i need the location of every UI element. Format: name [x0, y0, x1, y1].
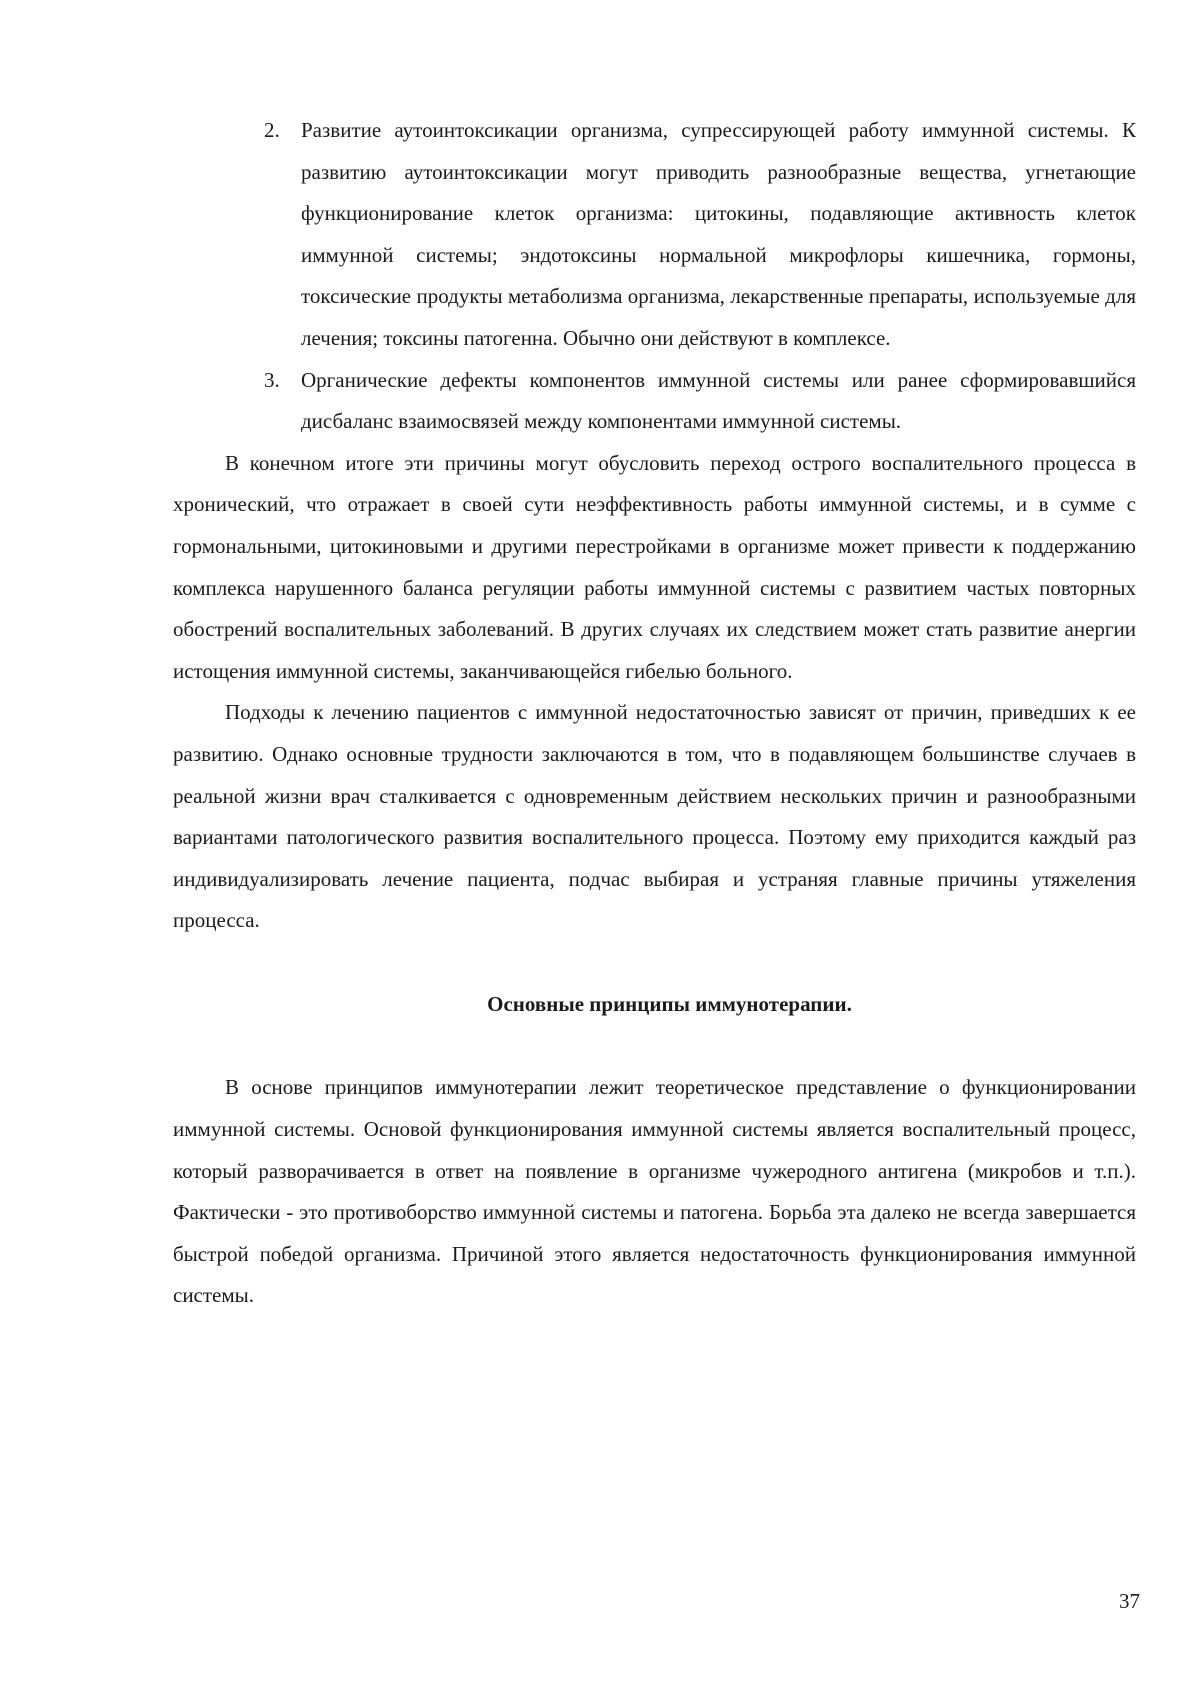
body-paragraph: Подходы к лечению пациентов с иммунной недостаточностью зависят от причин, приведших к ее развитию. Однако основные трудности заключаются в том, что в подавляющем большинстве случаев в реальной жизни врач сталкивается с одновременным действием нескольких причин и разнообразными вариантами патологического развития воспалительного процесса. Поэтому ему приходится каждый раз индивидуализировать лечение пациента, подчас выбирая и устраняя главные причины утяжеления процесса.	[173, 700, 1136, 933]
section-heading: Основные принципы иммунотерапии.	[487, 991, 852, 1016]
list-item-number: 2.	[264, 118, 280, 142]
list-item	[173, 110, 1136, 360]
list-item	[173, 360, 1136, 443]
list-item-number: 3.	[264, 367, 280, 392]
page-content	[173, 110, 1136, 1317]
page-number: 37	[1119, 1589, 1140, 1613]
body-paragraph: В основе принципов иммунотерапии лежит теоретическое представление о функционировании иммунной системы. Основой функционирования иммунной системы является воспалительный процесс, который разворачивается в ответ на появление в организме чужеродного антигена (микробов и т.п.). Фактически - это противоборство иммунной системы и патогена. Борьба эта далеко не всегда завершается быстрой победой организма. Причиной этого является недостаточность функционирования иммунной системы.	[173, 1075, 1136, 1308]
list-item-text: Органические дефекты компонентов иммунной системы или ранее сформировавшийся дисбаланс взаимосвязей между компонентами иммунной системы.	[301, 367, 1136, 434]
numbered-list	[173, 110, 1136, 443]
body-paragraph: В конечном итоге эти причины могут обусловить переход острого воспалительного процесса в хронический, что отражает в своей сути неэффективность работы иммунной системы, и в сумме с гормональными, цитокиновыми и другими перестройками в организме может привести к поддержанию комплекса нарушенного баланса регуляции работы иммунной системы с развитием частых повторных обострений воспалительных заболеваний. В других случаях их следствием может стать развитие анергии истощения иммунной системы, заканчивающейся гибелью больного.	[173, 450, 1136, 683]
list-item-text: Развитие аутоинтоксикации организма, супрессирующей работу иммунной системы. К развитию аутоинтоксикации могут приводить разнообразные вещества, угнетающие функционирование клеток организма: цитокины, подавляющие активность клеток иммунной системы; эндотоксины нормальной микрофлоры кишечника, гормоны, токсические продукты метаболизма организма, лекарственные препараты, используемые для лечения; токсины патогенна. Обычно они действуют в комплексе.	[301, 118, 1136, 350]
